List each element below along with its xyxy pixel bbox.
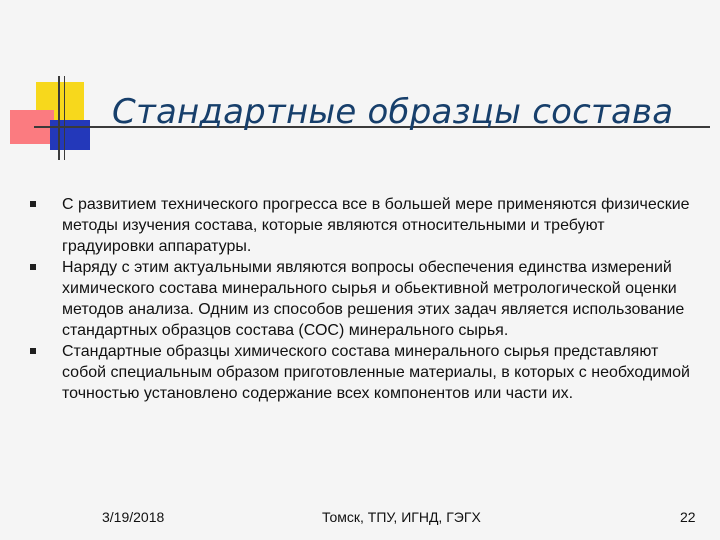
slide-title: Стандартные образцы состава: [112, 92, 674, 132]
bullet-item: [24, 341, 694, 404]
bullet-item: [24, 257, 694, 341]
bullet-list: [24, 194, 694, 404]
square-bullet-icon: [30, 201, 36, 207]
decor-vertical-line: [58, 76, 60, 160]
bullet-text: Наряду с этим актуальными являются вопросы обеспечения единства измерений химического состава минерального сырья и обьективной метрологической оценки методов анализа. Одним из способов решения этих задач является использование стандартных образцов состава (СОС) минерального сырья.: [62, 259, 685, 339]
bullet-item: [24, 194, 694, 257]
decor-vertical-line-thin: [64, 76, 65, 160]
decor-blue-square: [50, 120, 90, 150]
footer-center-text: Томск, ТПУ, ИГНД, ГЭГХ: [322, 509, 481, 525]
footer-page-number: 22: [680, 509, 696, 525]
square-bullet-icon: [30, 348, 36, 354]
footer-date: 3/19/2018: [102, 509, 165, 525]
bullet-text: С развитием технического прогресса все в большей мере применяются физические методы изучения состава, которые являются относительными и требуют градуировки аппаратуры.: [62, 196, 690, 255]
bullet-text: Стандартные образцы химического состава минерального сырья представляют собой специальным образом приготовленные материалы, в которых с необходимой точностью установлено содержание всех компонентов или части их.: [62, 343, 690, 402]
square-bullet-icon: [30, 264, 36, 270]
